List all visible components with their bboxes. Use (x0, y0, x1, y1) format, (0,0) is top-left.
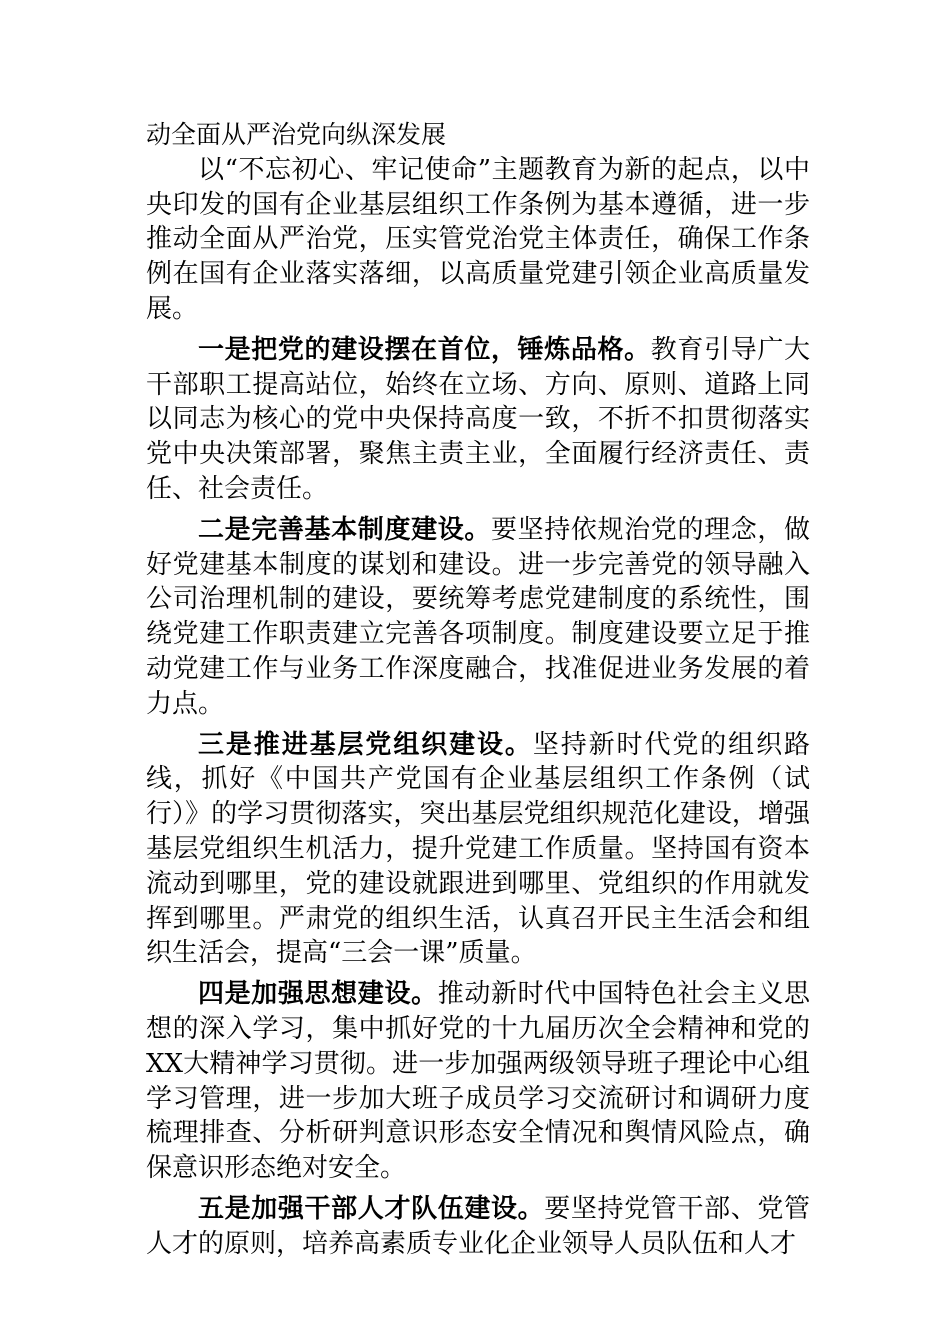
paragraph-point-1 (146, 333, 810, 507)
paragraph-point-3 (146, 728, 810, 972)
paragraph-lead: 四是加强思想建设。 (198, 979, 438, 1010)
document-page (146, 118, 810, 1262)
paragraph-intro (146, 153, 810, 327)
paragraph-lead: 二是完善基本制度建设。 (198, 514, 491, 545)
paragraph-lead: 三是推进基层党组织建设。 (198, 729, 533, 760)
section-heading: 动全面从严治党向纵深发展 (146, 120, 447, 149)
paragraph-text: 教育引导广大干部职工提高站位，始终在立场、方向、原则、道路上同以同志为核心的党中央保持高度一致，不折不扣贯彻落实党中央决策部署，聚焦主责主业，全面履行经济责任、责任、社会责任。 (146, 334, 810, 504)
paragraph-text: 推动新时代中国特色社会主义思想的深入学习，集中抓好党的十九届历次全会精神和党的XX大精神学习贯彻。进一步加强两级领导班子理论中心组学习管理，进一步加大班子成员学习交流研讨和调研力度梳理排查、分析研判意识形态安全情况和舆情风险点，确保意识形态绝对安全。 (146, 979, 810, 1184)
paragraph-point-4 (146, 977, 810, 1186)
paragraph-lead: 五是加强干部人才队伍建设。 (198, 1193, 545, 1224)
paragraph-text: 坚持新时代党的组织路线，抓好《中国共产党国有企业基层组织工作条例（试行）》的学习贯彻落实，突出基层党组织规范化建设，增强基层党组织生机活力，提升党建工作质量。坚持国有资本流动到哪里，党的建设就跟进到哪里、党组织的作用就发挥到哪里。严肃党的组织生活，认真召开民主生活会和组织生活会，提高“三会一课”质量。 (146, 729, 810, 969)
paragraph-point-5 (146, 1192, 810, 1262)
paragraph-text: 要坚持党管干部、党管人才的原则，培养高素质专业化企业领导人员队伍和人才 (146, 1193, 810, 1259)
paragraph-text: 要坚持依规治党的理念，做好党建基本制度的谋划和建设。进一步完善党的领导融入公司治理机制的建设，要统筹考虑党建制度的系统性，围绕党建工作职责建立完善各项制度。制度建设要立足于推动党建工作与业务工作深度融合，找准促进业务发展的着力点。 (146, 514, 810, 719)
paragraph-text: 以“不忘初心、牢记使命”主题教育为新的起点，以中央印发的国有企业基层组织工作条例为基本遵循，进一步推动全面从严治党，压实管党治党主体责任，确保工作条例在国有企业落实落细，以高质量党建引领企业高质量发展。 (146, 154, 810, 324)
paragraph-lead: 一是把党的建设摆在首位，锤炼品格。 (198, 334, 651, 365)
paragraph-point-2 (146, 513, 810, 722)
